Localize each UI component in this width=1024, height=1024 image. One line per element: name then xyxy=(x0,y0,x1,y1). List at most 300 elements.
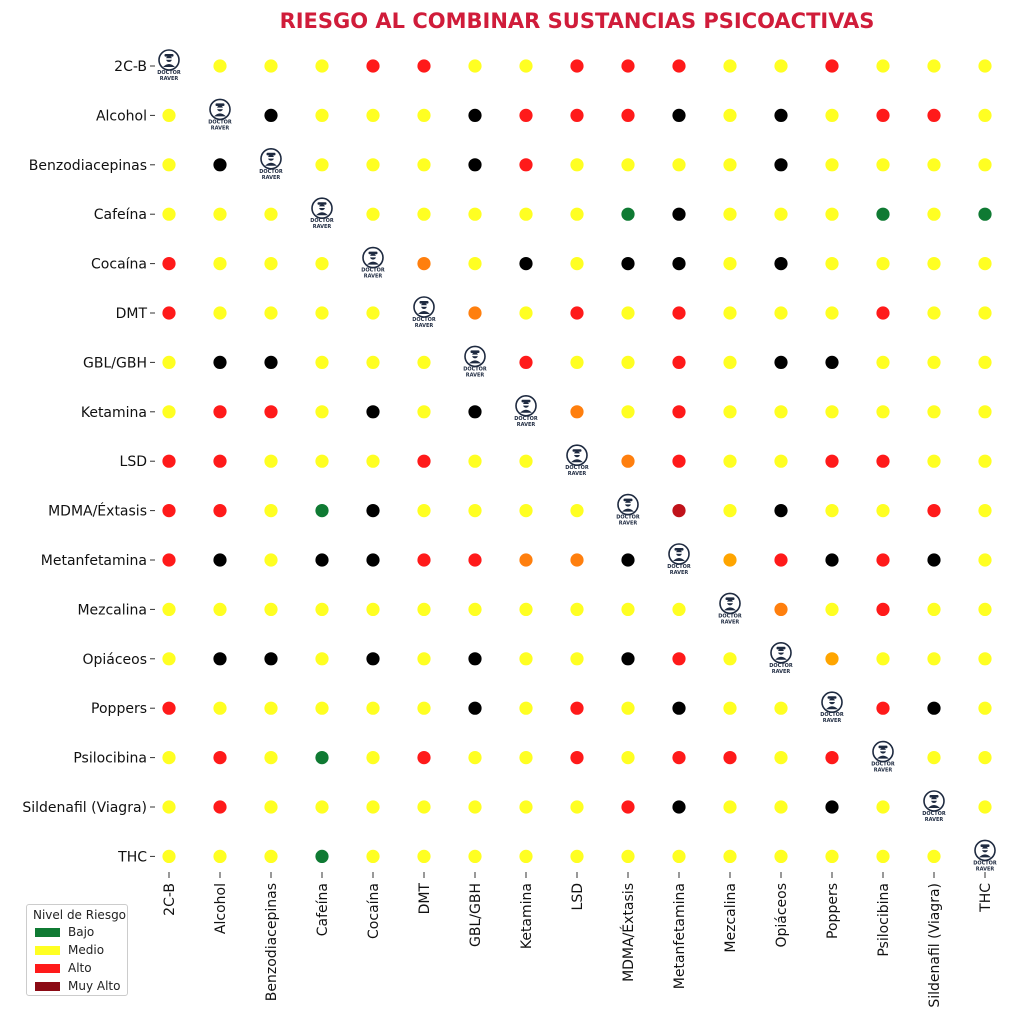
dot-gbl-gbh-cafeina xyxy=(315,356,328,369)
dot-poppers-2c-b xyxy=(162,702,175,715)
legend-label-medio: Medio xyxy=(68,943,105,957)
dot-poppers-ketamina xyxy=(519,702,532,715)
doctor-raver-logo-metanfetamina xyxy=(667,544,691,576)
logo-text-bottom: RAVER xyxy=(618,520,638,527)
x-tick-2c-b: 2C-B xyxy=(162,883,178,916)
legend-item-muy-alto xyxy=(35,978,120,994)
logo-text-bottom: RAVER xyxy=(975,866,995,873)
dot-dmt-poppers xyxy=(825,306,838,319)
dot-opiaceos-benzodiacepinas xyxy=(264,652,277,665)
dot-mezcalina-lsd xyxy=(570,603,583,616)
dot-opiaceos-psilocibina xyxy=(876,652,889,665)
dot-benzodiacepinas-poppers xyxy=(825,158,838,171)
dot-2c-b-mezcalina xyxy=(723,59,736,72)
x-tick-thc: THC xyxy=(978,883,994,912)
dot-benzodiacepinas-psilocibina xyxy=(876,158,889,171)
y-tick-benzodiacepinas: Benzodiacepinas xyxy=(28,157,147,174)
y-tick-metanfetamina: Metanfetamina xyxy=(40,553,147,569)
dot-benzodiacepinas-mdma-extasis xyxy=(621,158,634,171)
dot-alcohol-gbl-gbh xyxy=(468,109,481,122)
dot-2c-b-opiaceos xyxy=(774,59,787,72)
logo-glasses xyxy=(522,404,529,406)
dot-psilocibina-benzodiacepinas xyxy=(264,751,277,764)
legend-swatch-medio xyxy=(35,946,60,955)
dot-cocaina-alcohol xyxy=(213,257,226,270)
dot-psilocibina-mdma-extasis xyxy=(621,751,634,764)
dot-metanfetamina-cafeina xyxy=(315,553,328,566)
dot-mdma-extasis-psilocibina xyxy=(876,504,889,517)
x-tick-psilocibina: Psilocibina xyxy=(876,883,892,957)
dot-benzodiacepinas-gbl-gbh xyxy=(468,158,481,171)
dot-alcohol-psilocibina xyxy=(876,109,889,122)
dot-alcohol-benzodiacepinas xyxy=(264,109,277,122)
legend-item-bajo xyxy=(35,924,94,940)
dot-lsd-mezcalina xyxy=(723,455,736,468)
logo-text-bottom: RAVER xyxy=(924,817,944,823)
logo-glasses xyxy=(879,750,886,752)
dot-dmt-alcohol xyxy=(213,306,226,319)
dot-poppers-mezcalina xyxy=(723,702,736,715)
dot-dmt-cocaina xyxy=(366,306,379,319)
dot-sildenafil-viagra-mdma-extasis xyxy=(621,800,634,813)
y-tick-sildenafil-viagra: Sildenafil (Viagra) xyxy=(22,800,147,816)
dot-mdma-extasis-cafeina xyxy=(315,504,328,517)
dot-thc-mezcalina xyxy=(723,850,736,863)
dot-2c-b-metanfetamina xyxy=(672,59,685,72)
doctor-raver-logo-cafeina xyxy=(310,198,334,230)
dot-mdma-extasis-lsd xyxy=(570,504,583,517)
dot-opiaceos-poppers xyxy=(825,652,838,665)
dot-metanfetamina-alcohol xyxy=(213,553,226,566)
dot-cocaina-gbl-gbh xyxy=(468,257,481,270)
dot-psilocibina-cocaina xyxy=(366,751,379,764)
dot-cafeina-alcohol xyxy=(213,208,226,221)
x-tick-gbl-gbh: GBL/GBH xyxy=(468,883,484,947)
logo-glasses xyxy=(981,849,988,851)
legend-item-medio xyxy=(35,942,104,958)
doctor-raver-logo-mezcalina xyxy=(718,593,742,625)
dot-psilocibina-dmt xyxy=(417,751,430,764)
dot-poppers-cafeina xyxy=(315,702,328,715)
dot-2c-b-mdma-extasis xyxy=(621,59,634,72)
dot-opiaceos-thc xyxy=(978,652,991,665)
dot-lsd-thc xyxy=(978,455,991,468)
dot-mdma-extasis-metanfetamina xyxy=(672,504,685,517)
dot-mdma-extasis-dmt xyxy=(417,504,430,517)
dot-opiaceos-mdma-extasis xyxy=(621,652,634,665)
dot-cafeina-dmt xyxy=(417,208,430,221)
dot-dmt-2c-b xyxy=(162,306,175,319)
dot-alcohol-poppers xyxy=(825,109,838,122)
dot-gbl-gbh-dmt xyxy=(417,356,430,369)
dot-poppers-lsd xyxy=(570,702,583,715)
logo-text-top: DOCTOR xyxy=(973,860,997,867)
dot-mezcalina-ketamina xyxy=(519,603,532,616)
dot-lsd-alcohol xyxy=(213,455,226,468)
x-tick-cocaina: Cocaína xyxy=(366,883,382,939)
logo-glasses xyxy=(369,256,376,258)
x-tick-opiaceos: Opiáceos xyxy=(774,883,790,948)
doctor-raver-logo-psilocibina xyxy=(871,742,895,774)
dot-mezcalina-sildenafil-viagra xyxy=(927,603,940,616)
dot-cafeina-benzodiacepinas xyxy=(264,208,277,221)
logo-glasses xyxy=(471,355,478,357)
dot-psilocibina-alcohol xyxy=(213,751,226,764)
dot-thc-metanfetamina xyxy=(672,850,685,863)
dot-metanfetamina-thc xyxy=(978,553,991,566)
dot-lsd-gbl-gbh xyxy=(468,455,481,468)
logo-text-bottom: RAVER xyxy=(210,125,230,132)
logo-glasses xyxy=(318,206,325,208)
dot-mdma-extasis-2c-b xyxy=(162,504,175,517)
dot-lsd-metanfetamina xyxy=(672,455,685,468)
dot-2c-b-lsd xyxy=(570,59,583,72)
x-tick-metanfetamina: Metanfetamina xyxy=(672,883,688,990)
logo-text-bottom: RAVER xyxy=(822,718,842,725)
logo-glasses xyxy=(573,453,580,455)
dot-gbl-gbh-poppers xyxy=(825,356,838,369)
dot-cocaina-opiaceos xyxy=(774,257,787,270)
dot-benzodiacepinas-cocaina xyxy=(366,158,379,171)
dot-cafeina-mdma-extasis xyxy=(621,208,634,221)
dot-cafeina-gbl-gbh xyxy=(468,208,481,221)
dot-poppers-sildenafil-viagra xyxy=(927,702,940,715)
logo-text-bottom: RAVER xyxy=(669,570,689,576)
doctor-raver-logo-alcohol xyxy=(208,99,232,131)
dot-opiaceos-2c-b xyxy=(162,652,175,665)
dot-cocaina-poppers xyxy=(825,257,838,270)
diagonal-logos xyxy=(157,50,997,872)
legend-label-alto: Alto xyxy=(68,961,92,975)
dot-lsd-dmt xyxy=(417,455,430,468)
dot-benzodiacepinas-dmt xyxy=(417,158,430,171)
dot-psilocibina-mezcalina xyxy=(723,751,736,764)
dot-mdma-extasis-alcohol xyxy=(213,504,226,517)
dot-cafeina-ketamina xyxy=(519,208,532,221)
dot-cocaina-sildenafil-viagra xyxy=(927,257,940,270)
dot-alcohol-cafeina xyxy=(315,109,328,122)
x-tick-alcohol: Alcohol xyxy=(213,883,229,935)
dot-cocaina-metanfetamina xyxy=(672,257,685,270)
dot-metanfetamina-cocaina xyxy=(366,553,379,566)
dot-thc-gbl-gbh xyxy=(468,850,481,863)
dot-alcohol-mdma-extasis xyxy=(621,109,634,122)
dot-opiaceos-metanfetamina xyxy=(672,652,685,665)
dot-psilocibina-cafeina xyxy=(315,751,328,764)
dot-metanfetamina-poppers xyxy=(825,553,838,566)
logo-text-top: DOCTOR xyxy=(259,168,283,175)
logo-text-bottom: RAVER xyxy=(363,273,383,280)
dot-cafeina-mezcalina xyxy=(723,208,736,221)
dot-dmt-ketamina xyxy=(519,306,532,319)
dot-ketamina-alcohol xyxy=(213,405,226,418)
y-axis-ticks xyxy=(22,59,155,865)
dot-ketamina-mezcalina xyxy=(723,405,736,418)
dot-gbl-gbh-mezcalina xyxy=(723,356,736,369)
dot-mezcalina-thc xyxy=(978,603,991,616)
dot-poppers-dmt xyxy=(417,702,430,715)
legend-swatch-muy-alto xyxy=(35,982,60,991)
legend-label-muy-alto: Muy Alto xyxy=(68,979,121,993)
dot-opiaceos-mezcalina xyxy=(723,652,736,665)
dot-sildenafil-viagra-poppers xyxy=(825,800,838,813)
logo-text-top: DOCTOR xyxy=(412,317,436,323)
dot-2c-b-benzodiacepinas xyxy=(264,59,277,72)
dot-mdma-extasis-thc xyxy=(978,504,991,517)
x-tick-mezcalina: Mezcalina xyxy=(723,883,739,953)
dot-alcohol-opiaceos xyxy=(774,109,787,122)
logo-text-bottom: RAVER xyxy=(414,323,434,329)
dot-sildenafil-viagra-psilocibina xyxy=(876,800,889,813)
dot-metanfetamina-sildenafil-viagra xyxy=(927,553,940,566)
y-tick-thc: THC xyxy=(118,849,147,866)
dot-mezcalina-metanfetamina xyxy=(672,603,685,616)
dot-alcohol-sildenafil-viagra xyxy=(927,109,940,122)
dot-cafeina-metanfetamina xyxy=(672,208,685,221)
dot-benzodiacepinas-cafeina xyxy=(315,158,328,171)
y-tick-cafeina: Cafeína xyxy=(93,207,147,224)
dot-gbl-gbh-lsd xyxy=(570,356,583,369)
dot-alcohol-metanfetamina xyxy=(672,109,685,122)
logo-text-top: DOCTOR xyxy=(922,811,946,817)
dot-thc-benzodiacepinas xyxy=(264,850,277,863)
logo-text-top: DOCTOR xyxy=(208,119,232,126)
legend-item-alto xyxy=(35,960,92,976)
dot-poppers-alcohol xyxy=(213,702,226,715)
dot-sildenafil-viagra-gbl-gbh xyxy=(468,800,481,813)
dot-cafeina-thc xyxy=(978,208,991,221)
logo-text-bottom: RAVER xyxy=(465,372,485,379)
dot-gbl-gbh-2c-b xyxy=(162,356,175,369)
dot-benzodiacepinas-lsd xyxy=(570,158,583,171)
dot-lsd-2c-b xyxy=(162,455,175,468)
dot-metanfetamina-opiaceos xyxy=(774,553,787,566)
x-tick-lsd: LSD xyxy=(570,883,586,911)
dot-sildenafil-viagra-opiaceos xyxy=(774,800,787,813)
logo-glasses xyxy=(828,700,835,702)
dot-psilocibina-metanfetamina xyxy=(672,751,685,764)
dot-gbl-gbh-alcohol xyxy=(213,356,226,369)
y-tick-lsd: LSD xyxy=(119,454,147,471)
dot-ketamina-cafeina xyxy=(315,405,328,418)
dot-dmt-mdma-extasis xyxy=(621,306,634,319)
dot-alcohol-cocaina xyxy=(366,109,379,122)
dot-opiaceos-ketamina xyxy=(519,652,532,665)
dot-psilocibina-thc xyxy=(978,751,991,764)
dot-mdma-extasis-mezcalina xyxy=(723,504,736,517)
y-tick-cocaina: Cocaína xyxy=(91,256,147,273)
dot-alcohol-mezcalina xyxy=(723,109,736,122)
logo-text-bottom: RAVER xyxy=(720,619,740,626)
dot-psilocibina-ketamina xyxy=(519,751,532,764)
logo-text-top: DOCTOR xyxy=(514,415,538,422)
dot-sildenafil-viagra-benzodiacepinas xyxy=(264,800,277,813)
legend-swatch-alto xyxy=(35,964,60,973)
dot-mdma-extasis-gbl-gbh xyxy=(468,504,481,517)
dot-mezcalina-cocaina xyxy=(366,603,379,616)
dot-2c-b-poppers xyxy=(825,59,838,72)
logo-text-top: DOCTOR xyxy=(667,564,691,570)
dot-cocaina-ketamina xyxy=(519,257,532,270)
dot-benzodiacepinas-alcohol xyxy=(213,158,226,171)
logo-text-top: DOCTOR xyxy=(820,712,844,719)
y-tick-opiaceos: Opiáceos xyxy=(82,651,147,668)
dot-psilocibina-gbl-gbh xyxy=(468,751,481,764)
dot-benzodiacepinas-metanfetamina xyxy=(672,158,685,171)
dot-alcohol-dmt xyxy=(417,109,430,122)
dot-metanfetamina-psilocibina xyxy=(876,553,889,566)
dot-dmt-cafeina xyxy=(315,306,328,319)
x-tick-dmt: DMT xyxy=(417,883,433,915)
dot-thc-cafeina xyxy=(315,850,328,863)
doctor-raver-logo-cocaina xyxy=(361,248,385,280)
dot-poppers-psilocibina xyxy=(876,702,889,715)
chart-title: RIESGO AL COMBINAR SUSTANCIAS PSICOACTIVAS xyxy=(279,9,875,33)
dot-cocaina-cafeina xyxy=(315,257,328,270)
dot-lsd-mdma-extasis xyxy=(621,455,634,468)
dot-metanfetamina-mdma-extasis xyxy=(621,553,634,566)
dot-thc-psilocibina xyxy=(876,850,889,863)
x-tick-sildenafil-viagra: Sildenafil (Viagra) xyxy=(927,883,943,1008)
dot-dmt-gbl-gbh xyxy=(468,306,481,319)
logo-text-top: DOCTOR xyxy=(463,366,487,373)
dot-ketamina-sildenafil-viagra xyxy=(927,405,940,418)
dot-thc-alcohol xyxy=(213,850,226,863)
x-axis-ticks xyxy=(162,872,994,1008)
y-tick-mdma-extasis: MDMA/Éxtasis xyxy=(48,503,147,520)
logo-text-bottom: RAVER xyxy=(312,224,332,231)
dot-ketamina-thc xyxy=(978,405,991,418)
dot-metanfetamina-mezcalina xyxy=(723,553,736,566)
dot-opiaceos-dmt xyxy=(417,652,430,665)
dot-metanfetamina-gbl-gbh xyxy=(468,553,481,566)
dot-thc-cocaina xyxy=(366,850,379,863)
dot-sildenafil-viagra-cafeina xyxy=(315,800,328,813)
logo-text-top: DOCTOR xyxy=(616,514,640,521)
dot-thc-sildenafil-viagra xyxy=(927,850,940,863)
dot-metanfetamina-lsd xyxy=(570,553,583,566)
logo-glasses xyxy=(726,602,733,604)
dot-dmt-metanfetamina xyxy=(672,306,685,319)
logo-text-bottom: RAVER xyxy=(516,421,536,428)
dot-cafeina-opiaceos xyxy=(774,208,787,221)
dot-sildenafil-viagra-ketamina xyxy=(519,800,532,813)
dot-benzodiacepinas-opiaceos xyxy=(774,158,787,171)
doctor-raver-logo-ketamina xyxy=(514,396,538,428)
dot-ketamina-psilocibina xyxy=(876,405,889,418)
dot-lsd-cafeina xyxy=(315,455,328,468)
dot-poppers-metanfetamina xyxy=(672,702,685,715)
dot-benzodiacepinas-2c-b xyxy=(162,158,175,171)
doctor-raver-logo-sildenafil-viagra xyxy=(922,791,946,823)
dot-gbl-gbh-opiaceos xyxy=(774,356,787,369)
dot-gbl-gbh-cocaina xyxy=(366,356,379,369)
doctor-raver-logo-opiaceos xyxy=(769,643,793,675)
dot-sildenafil-viagra-2c-b xyxy=(162,800,175,813)
dot-dmt-thc xyxy=(978,306,991,319)
y-tick-alcohol: Alcohol xyxy=(95,108,147,125)
dot-2c-b-ketamina xyxy=(519,59,532,72)
dot-cafeina-poppers xyxy=(825,208,838,221)
dot-mezcalina-2c-b xyxy=(162,603,175,616)
dot-dmt-benzodiacepinas xyxy=(264,306,277,319)
dot-metanfetamina-dmt xyxy=(417,553,430,566)
dot-sildenafil-viagra-mezcalina xyxy=(723,800,736,813)
dot-mezcalina-poppers xyxy=(825,603,838,616)
dot-mdma-extasis-ketamina xyxy=(519,504,532,517)
logo-text-bottom: RAVER xyxy=(261,174,281,181)
dot-alcohol-thc xyxy=(978,109,991,122)
dot-2c-b-thc xyxy=(978,59,991,72)
dot-alcohol-2c-b xyxy=(162,109,175,122)
dot-cocaina-psilocibina xyxy=(876,257,889,270)
dot-opiaceos-cafeina xyxy=(315,652,328,665)
y-tick-dmt: DMT xyxy=(115,306,147,322)
dot-lsd-cocaina xyxy=(366,455,379,468)
dot-mezcalina-gbl-gbh xyxy=(468,603,481,616)
dot-2c-b-cafeina xyxy=(315,59,328,72)
logo-text-bottom: RAVER xyxy=(771,668,791,675)
dot-dmt-lsd xyxy=(570,306,583,319)
dot-cafeina-2c-b xyxy=(162,208,175,221)
x-tick-benzodiacepinas: Benzodiacepinas xyxy=(264,883,280,1002)
y-tick-ketamina: Ketamina xyxy=(80,404,147,421)
dot-mdma-extasis-cocaina xyxy=(366,504,379,517)
dot-thc-lsd xyxy=(570,850,583,863)
dot-2c-b-sildenafil-viagra xyxy=(927,59,940,72)
dot-dmt-sildenafil-viagra xyxy=(927,306,940,319)
doctor-raver-logo-gbl-gbh xyxy=(463,346,487,378)
dot-psilocibina-sildenafil-viagra xyxy=(927,751,940,764)
dot-2c-b-cocaina xyxy=(366,59,379,72)
dot-cocaina-benzodiacepinas xyxy=(264,257,277,270)
dot-opiaceos-cocaina xyxy=(366,652,379,665)
dot-metanfetamina-ketamina xyxy=(519,553,532,566)
legend-title: Nivel de Riesgo xyxy=(33,908,127,922)
doctor-raver-logo-benzodiacepinas xyxy=(259,149,283,181)
doctor-raver-logo-2c-b xyxy=(157,50,181,82)
logo-text-top: DOCTOR xyxy=(361,267,385,274)
dot-psilocibina-lsd xyxy=(570,751,583,764)
logo-glasses xyxy=(267,157,274,159)
dot-cafeina-sildenafil-viagra xyxy=(927,208,940,221)
dot-mezcalina-mdma-extasis xyxy=(621,603,634,616)
dot-cocaina-mezcalina xyxy=(723,257,736,270)
dot-ketamina-cocaina xyxy=(366,405,379,418)
dot-alcohol-lsd xyxy=(570,109,583,122)
dot-opiaceos-gbl-gbh xyxy=(468,652,481,665)
doctor-raver-logo-thc xyxy=(973,840,997,872)
dot-dmt-opiaceos xyxy=(774,306,787,319)
dot-2c-b-alcohol xyxy=(213,59,226,72)
legend-swatch-bajo xyxy=(35,928,60,937)
logo-text-bottom: RAVER xyxy=(567,471,587,478)
logo-text-top: DOCTOR xyxy=(310,218,334,225)
dot-ketamina-lsd xyxy=(570,405,583,418)
dot-sildenafil-viagra-metanfetamina xyxy=(672,800,685,813)
dot-mdma-extasis-sildenafil-viagra xyxy=(927,504,940,517)
logo-glasses xyxy=(930,799,937,801)
logo-text-bottom: RAVER xyxy=(873,767,893,774)
dot-psilocibina-opiaceos xyxy=(774,751,787,764)
dot-lsd-sildenafil-viagra xyxy=(927,455,940,468)
dot-benzodiacepinas-mezcalina xyxy=(723,158,736,171)
y-tick-poppers: Poppers xyxy=(91,701,147,718)
logo-glasses xyxy=(675,552,682,554)
dot-ketamina-dmt xyxy=(417,405,430,418)
x-tick-cafeina: Cafeína xyxy=(315,883,331,937)
dot-2c-b-psilocibina xyxy=(876,59,889,72)
